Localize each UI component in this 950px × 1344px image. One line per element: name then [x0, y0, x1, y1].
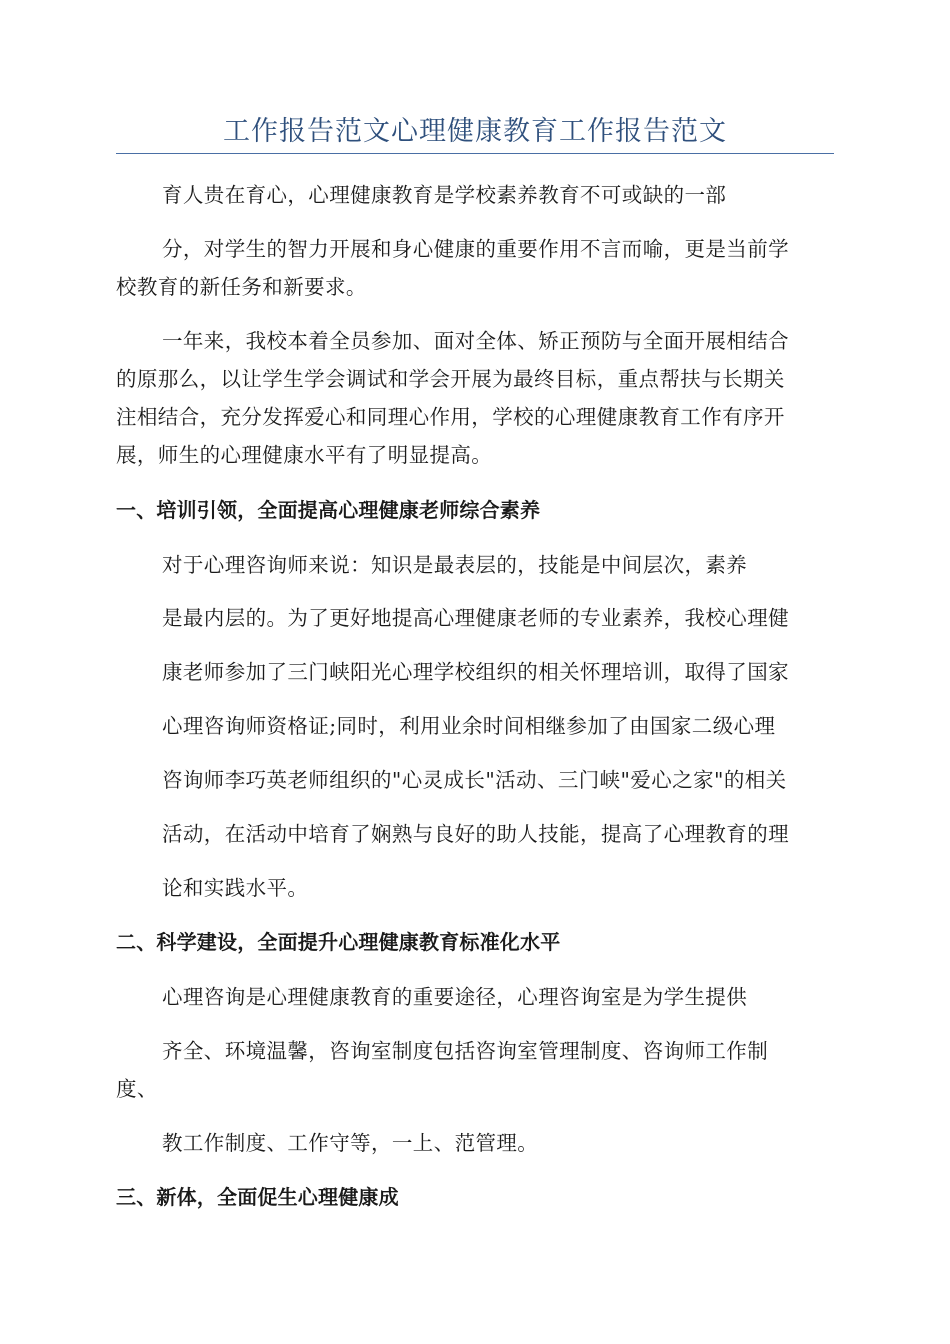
paragraph-line: 康老师参加了三门峡阳光心理学校组织的相关怀理培训，取得了国家	[162, 660, 789, 684]
section-heading: 三、新体，全面促生心理健康成	[116, 1185, 399, 1209]
paragraph-line: 的原那么，以让学生学会调试和学会开展为最终目标，重点帮扶与长期关	[116, 367, 785, 391]
paragraph-line: 校教育的新任务和新要求。	[116, 275, 367, 299]
document-title: 工作报告范文心理健康教育工作报告范文	[223, 116, 727, 147]
title-underline	[116, 153, 834, 154]
paragraph-line: 育人贵在育心，心理健康教育是学校素养教育不可或缺的一部	[162, 183, 727, 207]
paragraph-line: 论和实践水平。	[162, 876, 309, 900]
paragraph-line: 教工作制度、工作守等，一上、范管理。	[162, 1131, 539, 1155]
paragraph-line: 咨询师李巧英老师组织的"心灵成长"活动、三门峡"爱心之家"的相关	[162, 768, 787, 792]
paragraph-line: 心理咨询是心理健康教育的重要途径，心理咨询室是为学生提供	[162, 985, 748, 1009]
paragraph-line: 分，对学生的智力开展和身心健康的重要作用不言而喻，更是当前学	[162, 237, 789, 261]
section-heading: 一、培训引领，全面提高心理健康老师综合素养	[116, 498, 541, 522]
paragraph-line: 展，师生的心理健康水平有了明显提高。	[116, 443, 493, 467]
paragraph-line: 注相结合，充分发挥爱心和同理心作用，学校的心理健康教育工作有序开	[116, 405, 785, 429]
paragraph-line: 度、	[116, 1077, 158, 1101]
paragraph-line: 是最内层的。为了更好地提高心理健康老师的专业素养，我校心理健	[162, 606, 789, 630]
paragraph-line: 一年来，我校本着全员参加、面对全体、矫正预防与全面开展相结合	[162, 329, 789, 353]
paragraph-line: 活动，在活动中培育了娴熟与良好的助人技能，提高了心理教育的理	[162, 822, 789, 846]
section-heading: 二、科学建设，全面提升心理健康教育标准化水平	[116, 930, 561, 954]
paragraph-line: 对于心理咨询师来说：知识是最表层的，技能是中间层次，素养	[162, 553, 748, 577]
paragraph-line: 齐全、环境温馨，咨询室制度包括咨询室管理制度、咨询师工作制	[162, 1039, 769, 1063]
paragraph-line: 心理咨询师资格证;同时，利用业余时间相继参加了由国家二级心理	[162, 714, 776, 738]
